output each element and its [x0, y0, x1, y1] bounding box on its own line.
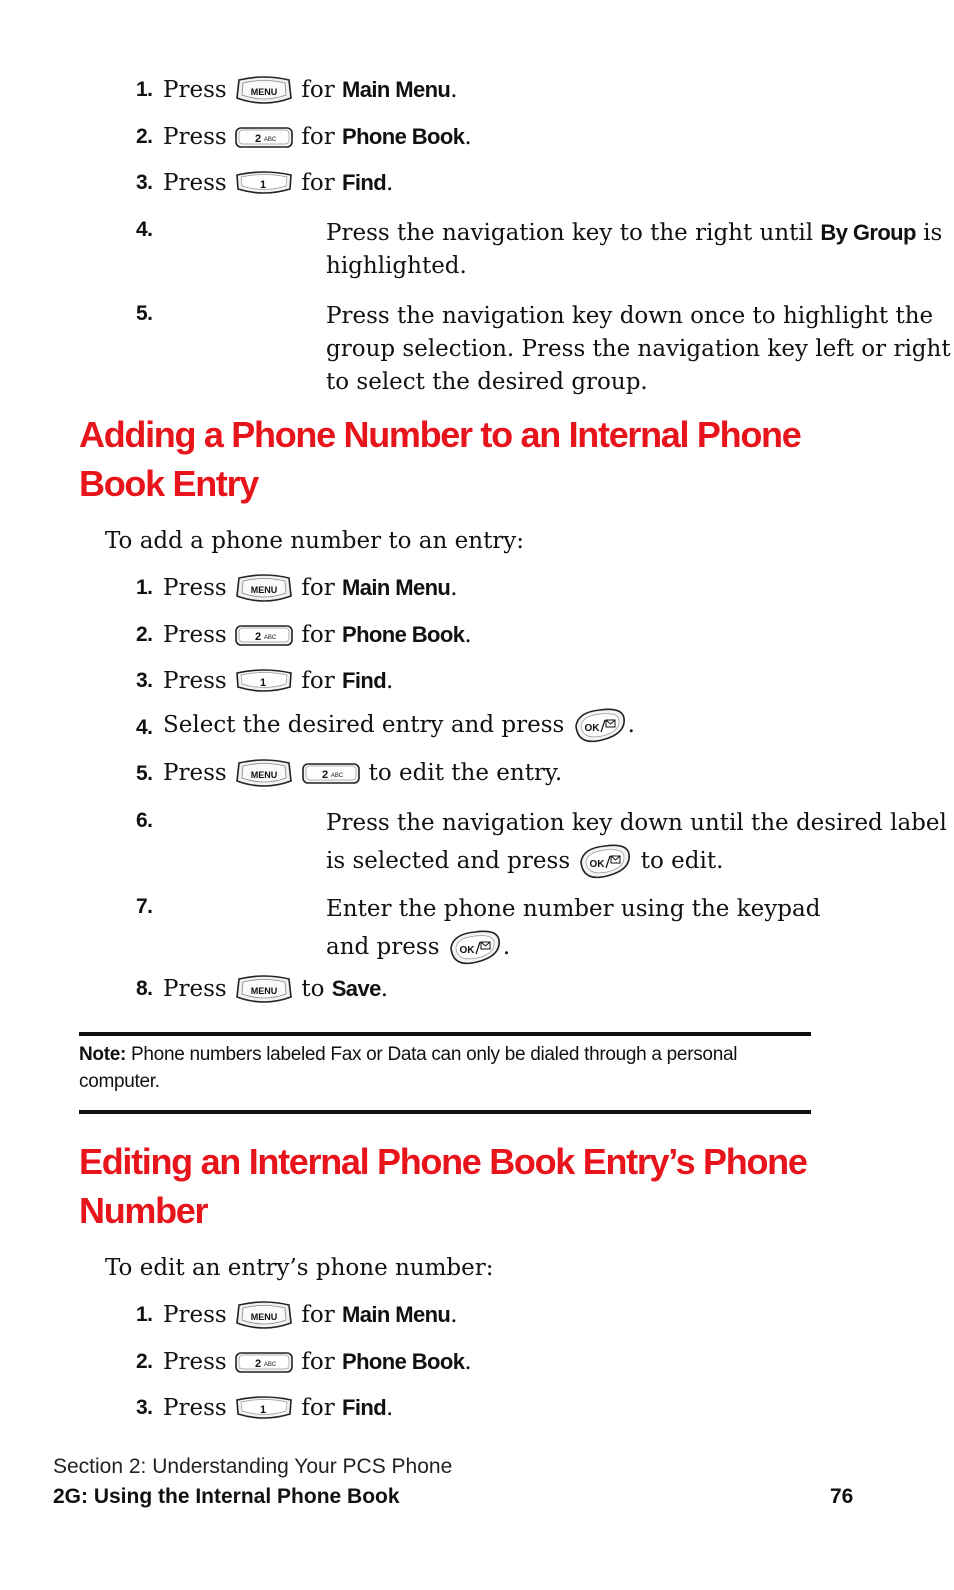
step-text: Press 1 for Find.: [163, 1391, 823, 1426]
step-text: Press MENU for Main Menu.: [163, 1298, 823, 1333]
menu-key-icon: [234, 74, 294, 108]
svg-text:2: 2: [254, 1357, 262, 1370]
step-item: [0, 70, 954, 117]
step-item: [0, 1388, 954, 1435]
key-2-icon: [234, 1350, 294, 1376]
step-text: Press MENU to Save.: [163, 972, 823, 1007]
key-1-icon: [234, 665, 294, 699]
footer-chapter: 2G: Using the Internal Phone Book: [53, 1485, 400, 1508]
step-item: [0, 117, 954, 164]
menu-key-icon: [234, 973, 294, 1007]
step-text: Press 1 for Find.: [163, 664, 823, 699]
svg-text:2: 2: [254, 630, 262, 643]
step-number: 3.: [136, 669, 153, 692]
key-2-icon: [234, 125, 294, 151]
ok-key-icon: [572, 704, 628, 748]
svg-text:ABC: ABC: [263, 634, 277, 641]
step-text: Press the navigation key down once to highlight the group selection. Press the navigation key left or right to select the desired group.: [326, 302, 951, 395]
svg-text:1: 1: [259, 677, 267, 689]
step-text: Press 2 ABC for Phone Book.: [163, 1348, 472, 1375]
step-item: [0, 887, 954, 967]
step-item: [0, 210, 954, 280]
svg-text:1: 1: [259, 1404, 267, 1416]
svg-text:OK: OK: [584, 722, 600, 734]
step-number: 2.: [136, 124, 153, 148]
step-item: [0, 969, 954, 1016]
svg-text:MENU: MENU: [250, 770, 278, 780]
menu-key-icon: [234, 572, 294, 606]
step-number: 2.: [136, 622, 153, 646]
page-number: 76: [830, 1485, 854, 1508]
add-number-steps: [0, 568, 954, 1015]
svg-text:MENU: MENU: [250, 585, 278, 595]
section-intro: To edit an entry’s phone number:: [105, 1255, 494, 1281]
ok-key-icon: [447, 926, 503, 970]
svg-text:2: 2: [254, 132, 262, 145]
note-top-rule: [79, 1032, 811, 1036]
svg-text:1: 1: [259, 179, 267, 191]
key-2-icon: [234, 623, 294, 649]
note-label: Note:: [79, 1044, 127, 1065]
find-by-group-steps: [0, 70, 954, 396]
svg-text:MENU: MENU: [250, 1312, 278, 1322]
step-number: 4.: [136, 715, 153, 739]
step-number: 1.: [136, 1303, 153, 1326]
note-bottom-rule: [79, 1110, 811, 1114]
edit-number-steps: [0, 1295, 954, 1435]
step-number: 3.: [136, 1396, 153, 1419]
svg-text:ABC: ABC: [331, 773, 344, 779]
step-number: 1.: [136, 78, 153, 101]
step-number: 8.: [136, 976, 153, 1000]
svg-text:ABC: ABC: [263, 136, 277, 143]
step-item: [0, 801, 954, 881]
step-item: [0, 1295, 954, 1342]
step-item: [0, 708, 954, 755]
ok-key-icon: [577, 840, 633, 884]
step-text: Select the desired entry and press OK .: [163, 704, 823, 748]
svg-text:MENU: MENU: [250, 87, 278, 97]
step-text: Press MENU 2 ABC to edit the entry.: [163, 757, 823, 791]
step-number: 3.: [136, 171, 153, 194]
step-number: 2.: [136, 1349, 153, 1373]
key-2-icon: [301, 761, 361, 787]
step-text: Enter the phone number using the keypad and press OK .: [326, 890, 866, 970]
note-box: [79, 1041, 799, 1095]
key-1-icon: [234, 1392, 294, 1426]
step-item: [0, 163, 954, 210]
section-intro: To add a phone number to an entry:: [105, 528, 525, 554]
svg-text:2: 2: [322, 769, 329, 781]
step-text: Press MENU for Main Menu.: [163, 73, 823, 108]
section-heading-edit-number: Editing an Internal Phone Book Entry’s Phone Number: [79, 1141, 807, 1231]
step-item: [0, 568, 954, 615]
menu-key-icon: [234, 1299, 294, 1333]
step-number: 5.: [136, 762, 153, 785]
step-text: Press 2 ABC for Phone Book.: [163, 621, 472, 648]
step-text: Press the navigation key down until the desired label is selected and press OK to edit.: [326, 804, 954, 884]
section-heading-add-number: Adding a Phone Number to an Internal Phone Book Entry: [79, 414, 801, 504]
footer-section: Section 2: Understanding Your PCS Phone: [53, 1455, 453, 1478]
step-text: Press MENU for Main Menu.: [163, 571, 823, 606]
step-text: Press the navigation key to the right until By Group is highlighted.: [326, 219, 943, 279]
step-number: 6.: [136, 808, 153, 832]
note-text: Phone numbers labeled Fax or Data can only be dialed through a personal computer.: [79, 1044, 738, 1092]
step-text: Press 1 for Find.: [163, 166, 823, 201]
svg-text:MENU: MENU: [250, 985, 278, 996]
svg-text:ABC: ABC: [263, 1361, 277, 1368]
step-item: [0, 294, 954, 396]
svg-text:OK: OK: [589, 858, 605, 870]
step-number: 1.: [136, 576, 153, 599]
step-number: 4.: [136, 217, 153, 241]
step-text: Press 2 ABC for Phone Book.: [163, 123, 472, 150]
step-number: 7.: [136, 894, 153, 918]
step-item: [0, 615, 954, 662]
key-1-icon: [234, 167, 294, 201]
step-item: [0, 1342, 954, 1389]
step-number: 5.: [136, 301, 153, 325]
step-item: [0, 661, 954, 708]
step-item: [0, 754, 954, 801]
svg-text:OK: OK: [459, 944, 475, 956]
menu-key-icon: [234, 757, 294, 791]
